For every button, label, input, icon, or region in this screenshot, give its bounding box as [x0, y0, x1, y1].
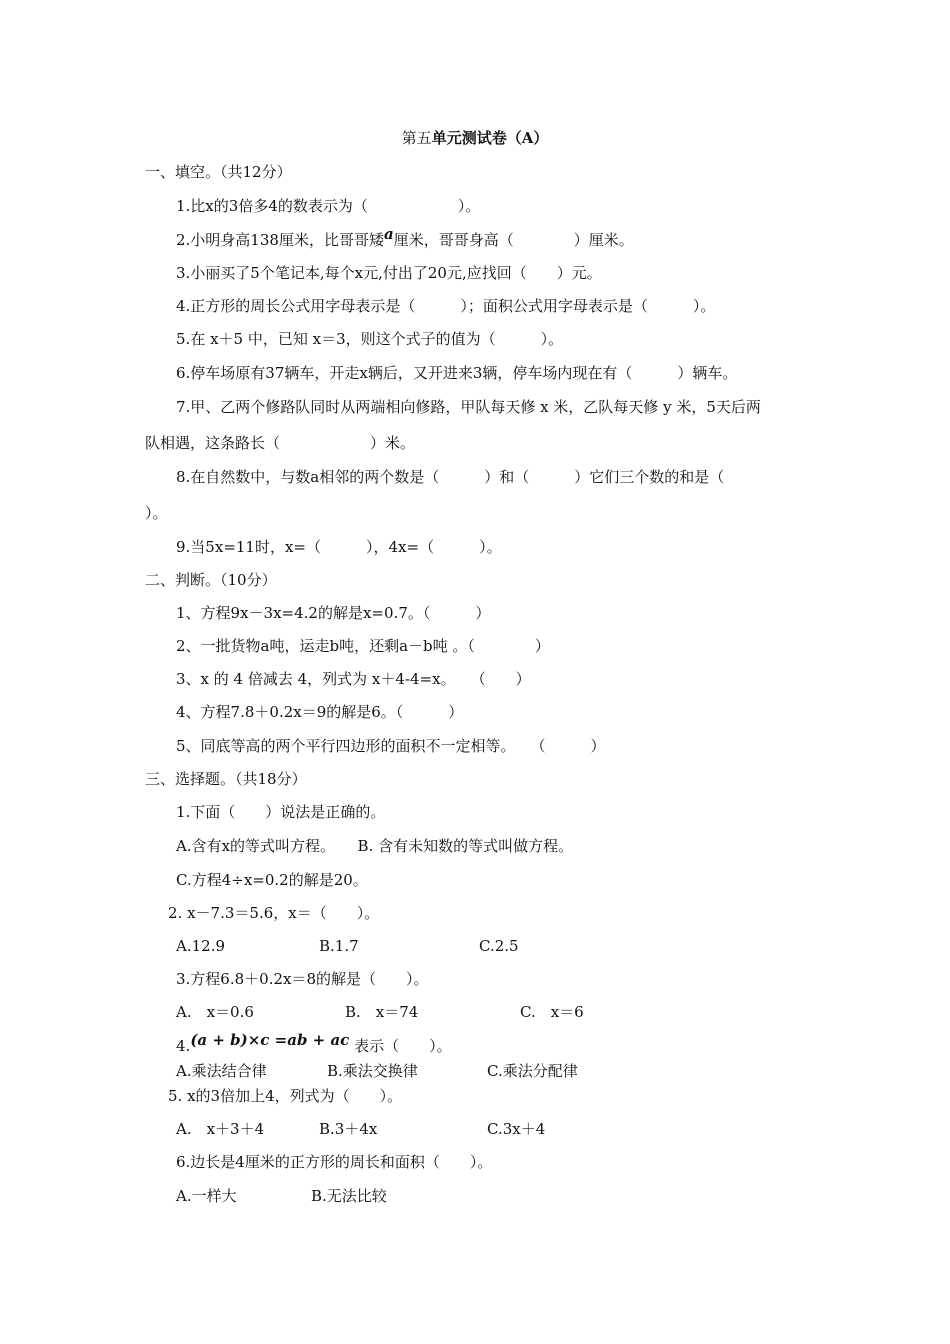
- page-title: [0, 128, 950, 148]
- question-fill-2: [176, 225, 634, 250]
- section-heading-fill: 一、填空。（共12分）: [145, 163, 292, 181]
- question-fill-7-line2: 队相遇，这条路长（ ）米。: [145, 434, 416, 452]
- question-fill-8-line2: ）。: [145, 504, 168, 522]
- choice-q2-option-a: A.12.9: [176, 937, 225, 955]
- choice-q5-option-a: A. x＋3＋4: [176, 1120, 265, 1138]
- choice-q3-option-b: B. x＝74: [345, 1003, 419, 1021]
- choice-q2: 2. x－7.3＝5.6，x＝（ ）。: [168, 904, 380, 922]
- q2-part1: 2.小明身高138厘米，比哥哥矮: [176, 231, 384, 249]
- choice-q5-option-c: C.3x＋4: [487, 1120, 546, 1138]
- section-heading-judge: 二、判断。（10分）: [145, 571, 277, 589]
- choice-q4: [176, 1031, 452, 1056]
- choice-q2-option-c: C.2.5: [479, 937, 519, 955]
- judge-item-2: 2、一批货物a吨，运走b吨，还剩a－b吨 。（ ）: [176, 637, 550, 655]
- choice-q3: 3.方程6.8＋0.2x＝8的解是（ ）。: [176, 970, 429, 988]
- choice-q6-option-b: B.无法比较: [311, 1187, 387, 1205]
- choice-q6-option-a: A.一样大: [176, 1187, 237, 1205]
- choice-q3-option-c: C. x＝6: [520, 1003, 584, 1021]
- choice-q4-formula: (a + b)×c =ab + ac: [190, 1031, 350, 1049]
- choice-q5: 5. x的3倍加上4，列式为（ ）。: [168, 1087, 403, 1105]
- question-fill-5: 5.在 x＋5 中，已知 x＝3，则这个式子的值为（ ）。: [176, 330, 564, 348]
- choice-q5-option-b: B.3＋4x: [319, 1120, 378, 1138]
- choice-q3-option-a: A. x＝0.6: [176, 1003, 254, 1021]
- judge-item-1: 1、方程9x－3x=4.2的解是x=0.7。（ ）: [176, 604, 491, 622]
- question-fill-4: 4.正方形的周长公式用字母表示是（ ）；面积公式用字母表示是（ ）。: [176, 297, 716, 315]
- question-fill-3: 3.小丽买了5个笔记本,每个x元,付出了20元,应找回（ ）元。: [176, 264, 602, 282]
- choice-q4-option-c: C.乘法分配律: [487, 1062, 578, 1080]
- choice-q2-option-b: B.1.7: [319, 937, 359, 955]
- question-fill-1: 1.比x的3倍多4的数表示为（ ）。: [176, 197, 481, 215]
- judge-item-5: 5、同底等高的两个平行四边形的面积不一定相等。 （ ）: [176, 737, 606, 755]
- choice-q1-option-c: C.方程4÷x=0.2的解是20。: [176, 871, 368, 889]
- section-heading-choice: 三、选择题。（共18分）: [145, 770, 307, 788]
- question-fill-7-line1: 7.甲、乙两个修路队同时从两端相向修路，甲队每天修 x 米，乙队每天修 y 米，5天后两: [176, 398, 761, 416]
- choice-q6: 6.边长是4厘米的正方形的周长和面积（ ）。: [176, 1153, 493, 1171]
- title-main: 单元测试卷（A）: [431, 129, 549, 147]
- choice-q4-text: 表示（ ）。: [354, 1037, 452, 1055]
- question-fill-9: 9.当5x=11时，x=（ ），4x=（ ）。: [176, 538, 502, 556]
- question-fill-8-line1: 8.在自然数中，与数a相邻的两个数是（ ）和（ ）它们三个数的和是（: [176, 468, 725, 486]
- choice-q1-options-ab: A.含有x的等式叫方程。 B. 含有未知数的等式叫做方程。: [176, 837, 574, 855]
- choice-q4-option-a: A.乘法结合律: [176, 1062, 267, 1080]
- judge-item-3: 3、x 的 4 倍减去 4，列式为 x＋4-4=x。 （ ）: [176, 670, 531, 688]
- choice-q1: 1.下面（ ）说法是正确的。: [176, 803, 386, 821]
- q2-part2: 厘米，哥哥身高（ ）厘米。: [393, 231, 634, 249]
- choice-q4-number: 4.: [176, 1037, 191, 1055]
- title-prefix: 第五: [401, 129, 432, 147]
- choice-q4-option-b: B.乘法交换律: [327, 1062, 418, 1080]
- question-fill-6: 6.停车场原有37辆车，开走x辆后，又开进来3辆，停车场内现在有（ ）辆车。: [176, 364, 738, 382]
- judge-item-4: 4、方程7.8＋0.2x＝9的解是6。（ ）: [176, 703, 464, 721]
- q2-variable: a: [383, 225, 394, 243]
